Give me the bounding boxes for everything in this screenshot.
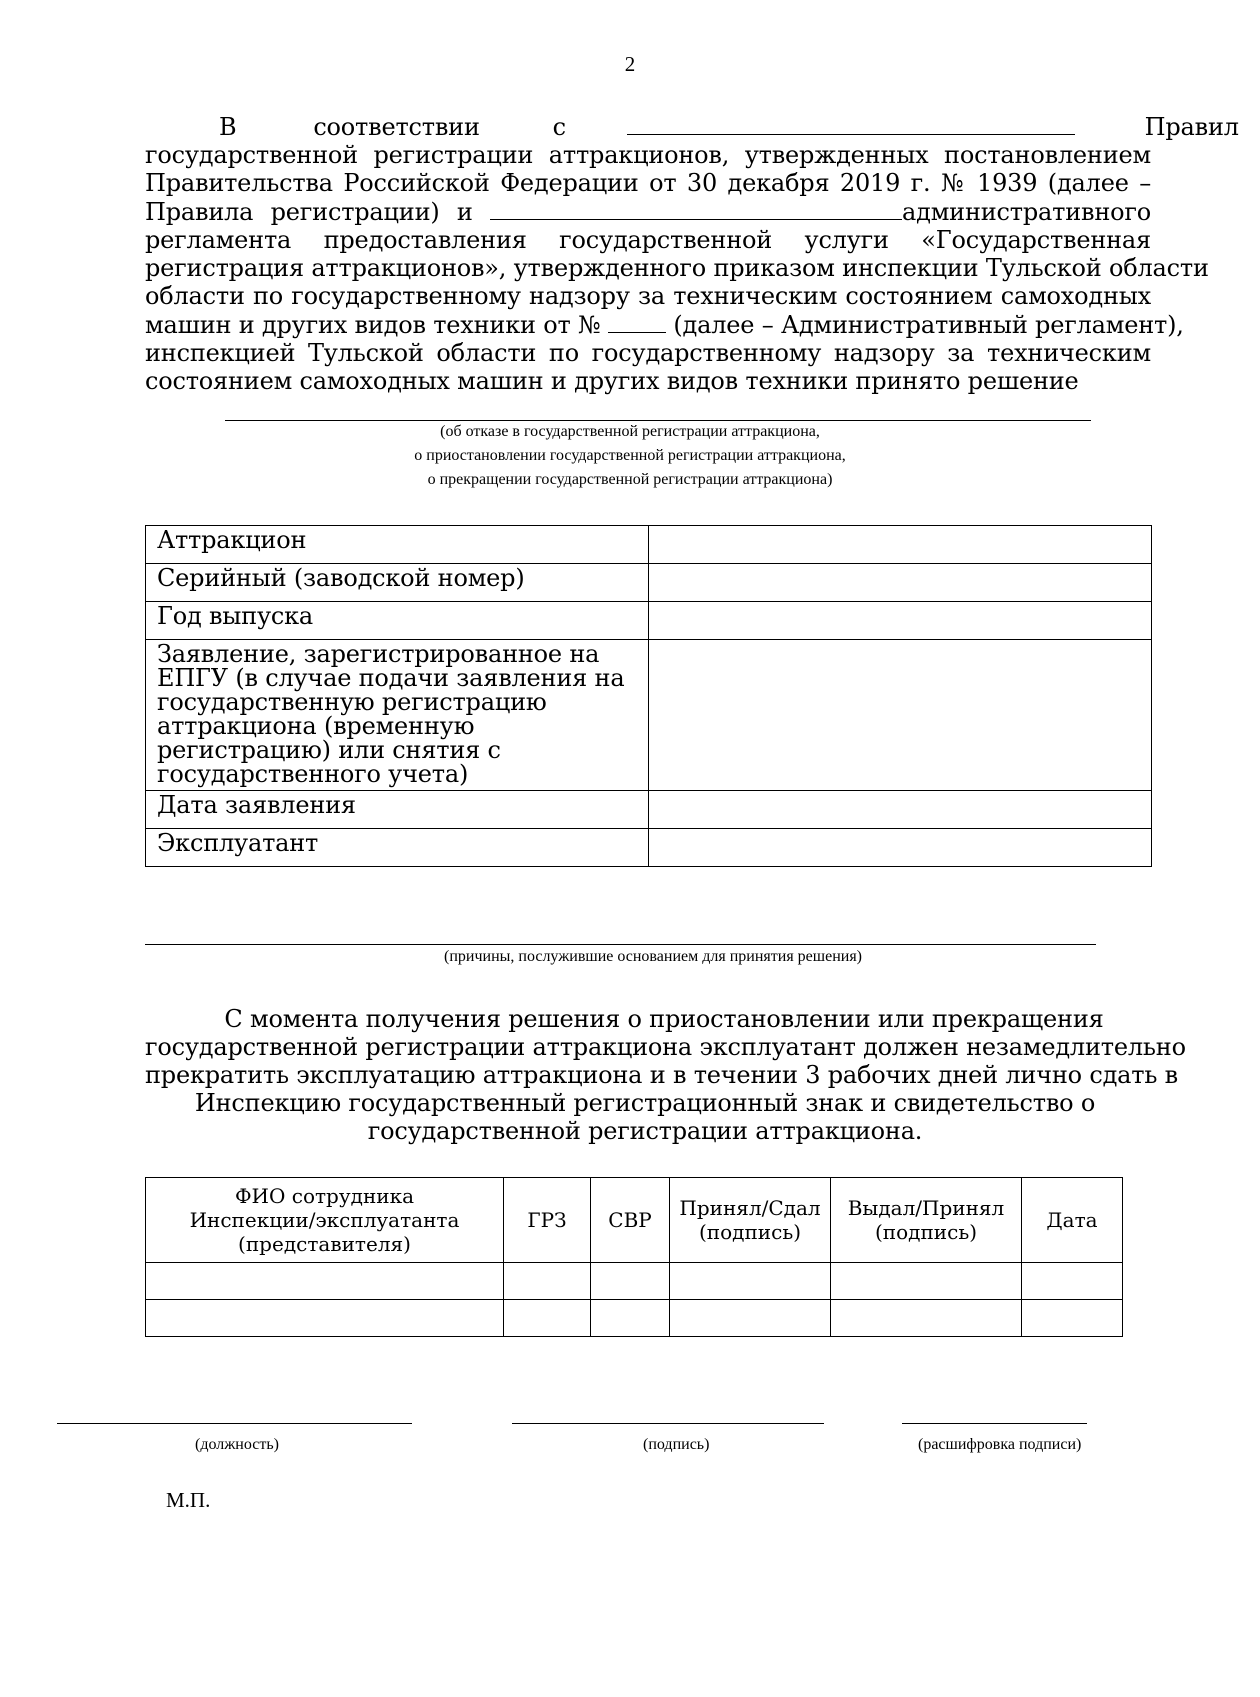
decision-caption: (об отказе в государственной регистрации аттракциона, о приостановлении государственной регистрации аттракциона, о прекращении государственной регистрации аттракциона) [414,423,846,488]
blank-line [608,310,666,333]
para-line-8: машин и других видов техники от № (далее – Административный регламент), [145,311,1184,339]
notice-line-2: государственной регистрации аттракциона эксплуатант должен незамедлительно [145,1033,1186,1061]
para-line-7: области по государственному надзору за техническим состоянием самоходных [145,282,1151,310]
notice-line-5: государственной регистрации аттракциона. [367,1117,923,1145]
grz-transfer-table [145,1177,1123,1337]
notice-paragraph [145,1005,1186,1145]
reason-caption: (причины, послужившие основанием для принятия решения) [444,948,863,965]
table-cell [831,1263,1022,1300]
table-row [146,1300,1123,1337]
blank-line [490,197,902,220]
row-value [649,829,1152,867]
decode-caption: (расшифровка подписи) [918,1436,1082,1453]
notice-line-1: С момента получения решения о приостановлении или прекращения [224,1005,1104,1033]
table-cell [831,1300,1022,1337]
table-cell [146,1263,504,1300]
header-date: Дата [1022,1178,1123,1263]
table-cell [1022,1300,1123,1337]
para-line-3: Правительства Российской Федерации от 30 декабря 2019 г. № 1939 (далее – [145,169,1151,197]
header-fio: ФИО сотрудника Инспекции/эксплуатанта (представителя) [146,1178,504,1263]
signature-line [512,1423,824,1424]
para-line-6: регистрация аттракционов», утвержденного приказом инспекции Тульской области [145,254,1209,282]
position-caption: (должность) [195,1436,279,1453]
table-row [146,564,1152,602]
row-label: Аттракцион [146,526,649,564]
table-cell [670,1300,831,1337]
row-label: Эксплуатант [146,829,649,867]
table-cell [504,1300,591,1337]
stamp-place: М.П. [166,1488,211,1512]
reason-fill-line [145,944,1096,945]
intro-paragraph [145,112,1239,395]
para-line-10: состоянием самоходных машин и других видов техники принято решение [145,367,1079,395]
notice-line-4: Инспекцию государственный регистрационный знак и свидетельство о [194,1089,1096,1117]
signature-caption: (подпись) [643,1436,710,1453]
table-cell [591,1263,670,1300]
para-line-5: регламента предоставления государственной услуги «Государственная [145,226,1151,254]
table-row [146,791,1152,829]
row-value [649,602,1152,640]
table-row [146,640,1152,791]
row-value [649,791,1152,829]
table-row [146,829,1152,867]
notice-line-3: прекратить эксплуатацию аттракциона и в течении 3 рабочих дней лично сдать в [145,1061,1178,1089]
table-row [146,526,1152,564]
header-svr: СВР [591,1178,670,1263]
row-label: Серийный (заводской номер) [146,564,649,602]
table-row [146,602,1152,640]
para-line-4: Правила регистрации) и административного [145,198,1152,226]
attraction-info-table [145,525,1152,867]
header-issued-accepted: Выдал/Принял (подпись) [831,1178,1022,1263]
table-cell [591,1300,670,1337]
row-value [649,640,1152,791]
position-line [57,1423,412,1424]
blank-line [627,112,1075,135]
table-cell [1022,1263,1123,1300]
table-cell [504,1263,591,1300]
row-value [649,564,1152,602]
table-cell [670,1263,831,1300]
row-value [649,526,1152,564]
para-line-9: инспекцией Тульской области по государственному надзору за техническим [145,339,1151,367]
decode-line [902,1423,1087,1424]
row-label: Заявление, зарегистрированное на ЕПГУ (в случае подачи заявления на государственную регистрацию аттракциона (временную регистрацию) или снятия с государственного учета) [146,640,649,791]
header-accepted-handed: Принял/Сдал (подпись) [670,1178,831,1263]
header-grz: ГРЗ [504,1178,591,1263]
table-header-row [146,1178,1123,1263]
para-line-2: государственной регистрации аттракционов, утвержденных постановлением [145,141,1151,169]
page-number: 2 [624,52,636,76]
para-line-1: В соответствии с Правил [219,113,1239,141]
table-cell [146,1300,504,1337]
table-row [146,1263,1123,1300]
row-label: Дата заявления [146,791,649,829]
row-label: Год выпуска [146,602,649,640]
